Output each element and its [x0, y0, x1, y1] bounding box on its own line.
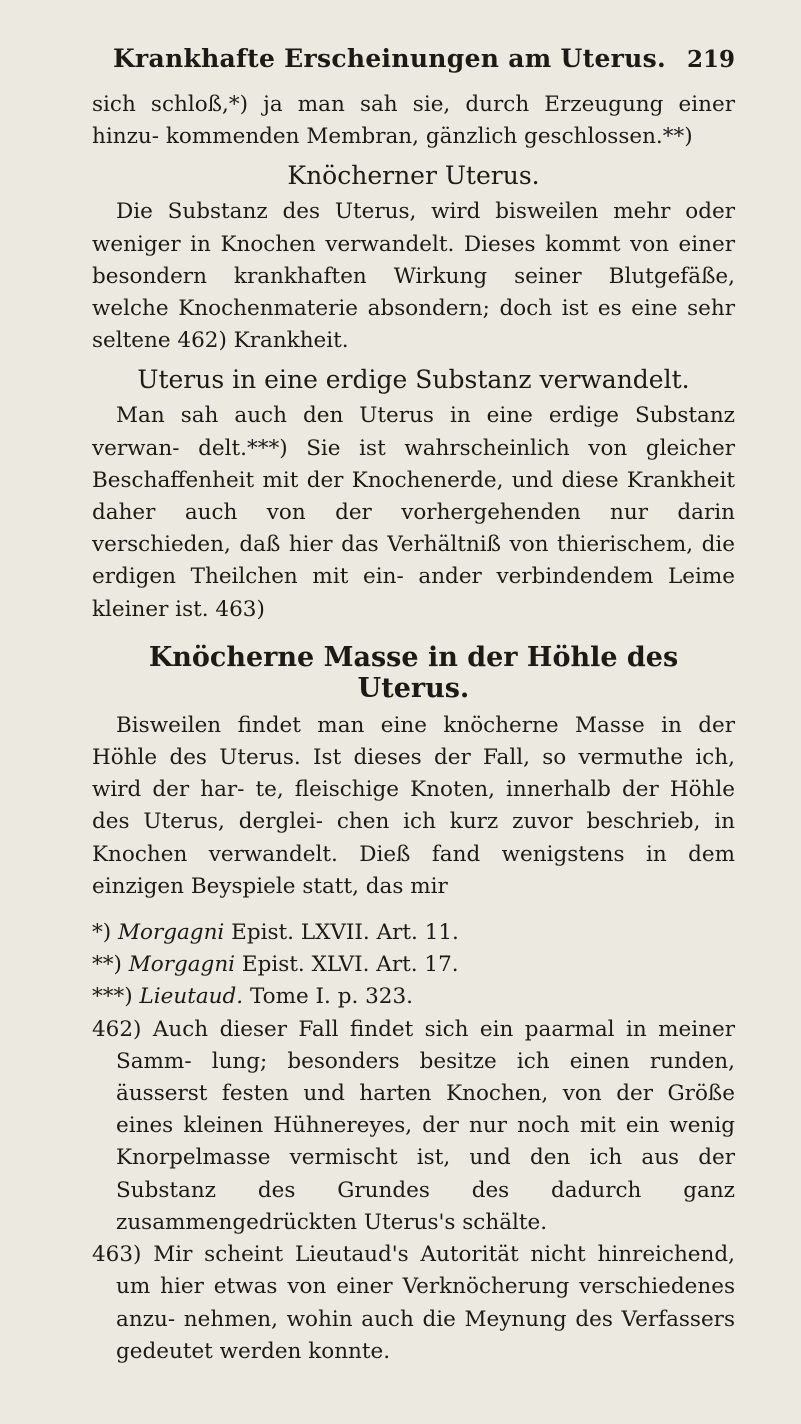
footnote-463 [92, 1239, 735, 1368]
footnote-reference: Epist. LXVII. Art. 11. [231, 920, 459, 946]
running-head [92, 44, 735, 73]
paragraph-knoecherner-uterus: Die Substanz des Uterus, wird bisweilen mehr oder weniger in Knochen verwandelt. Dieses kommt von einer besondern krankhaften Wirkung seiner Blutgefäße, welche Knochenmaterie absondern; doch ist es eine sehr seltene 462) Krankheit. [92, 199, 735, 354]
footnote-source: Lieutaud. [139, 984, 244, 1010]
paragraph-erdige-substanz: Man sah auch den Uterus in eine erdige Substanz verwan- delt.***) Sie ist wahrscheinlich von gleicher Beschaffenheit mit der Knochenerde, und diese Krankheit daher auch von der vorhergehenden nur darin verschieden, daß hier das Verhältniß von thierischem, die erdigen Theilchen mit ein- ander verbindendem Leime kleiner ist. 463) [92, 403, 735, 622]
footnote-mark: *) [92, 920, 112, 946]
footnote-source: Morgagni [117, 920, 225, 946]
footnote-mark: **) [92, 952, 122, 978]
page-number: 219 [686, 46, 735, 73]
paragraph-knoecherne-masse: Bisweilen findet man eine knöcherne Masse in der Höhle des Uterus. Ist dieses der Fall, so vermuthe ich, wird der har- te, fleischige Knoten, innerhalb der Höhle des Uterus, derglei- chen ich kurz zuvor beschrieb, in Knochen verwandelt. Dieß fand wenigstens in dem einzigen Beyspiele statt, das mir [92, 712, 735, 899]
paragraph-continued: sich schloß,*) ja man sah sie, durch Erzeugung einer hinzu- kommenden Membran, gänzlich geschlossen.**) [92, 92, 735, 150]
footnote-text: Auch dieser Fall findet sich ein paarmal in meiner Samm- lung; besonders besitze ich einen runden, äusserst festen und harten Knochen, von der Größe eines kleinen Hühnereyes, der nur noch mit ein wenig Knorpelmasse vermischt ist, und den ich aus der Substanz des Grundes des dadurch ganz zusammengedrückten Uterus's schälte. [116, 1016, 735, 1235]
footnote-source: Morgagni [128, 952, 236, 978]
running-title: Krankhafte Erscheinungen am Uterus. [112, 44, 666, 73]
heading-knoecherne-masse: Knöcherne Masse in der Höhle des Uterus. [148, 641, 679, 704]
footnote-mark: 462) [92, 1016, 142, 1042]
footnote-mark: ***) [92, 984, 133, 1010]
heading-erdige-substanz: Uterus in eine erdige Substanz verwandelt. [137, 365, 690, 395]
footnote-text: Mir scheint Lieutaud's Autorität nicht hinreichend, um hier etwas von einer Verknöcherung verschiedenes anzu- nehmen, wohin auch die Meynung des Verfassers gedeutet werden konnte. [116, 1242, 735, 1364]
footnote-reference: Epist. XLVI. Art. 17. [241, 952, 459, 978]
footnote-star-1 [92, 917, 735, 949]
footnotes [92, 917, 735, 1368]
footnote-star-2 [92, 949, 735, 981]
heading-knoecherner-uterus: Knöcherner Uterus. [287, 161, 540, 191]
footnote-star-3 [92, 981, 735, 1013]
footnote-mark: 463) [92, 1242, 142, 1268]
footnote-462 [92, 1014, 735, 1239]
footnote-reference: Tome I. p. 323. [249, 984, 413, 1010]
main-text [92, 89, 735, 903]
